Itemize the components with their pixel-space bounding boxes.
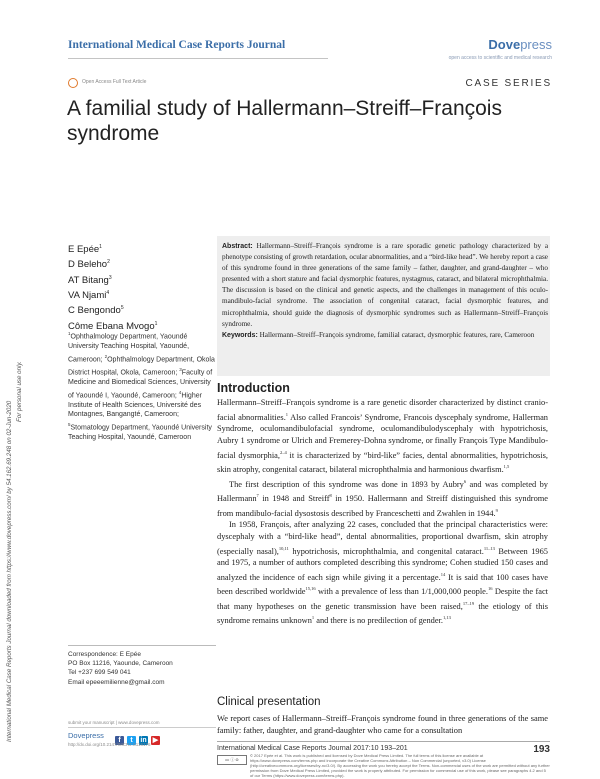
publisher-bold: Dove — [488, 37, 521, 52]
dovepress-logo[interactable]: Dovepress — [68, 731, 104, 740]
correspondence — [68, 650, 218, 687]
publisher-light: press — [520, 37, 552, 52]
correspondence-tel: Tel +237 699 549 041 — [68, 669, 131, 677]
sidebar-personal-use: For personal use only. — [16, 361, 23, 422]
keywords-label: Keywords: — [222, 331, 258, 339]
intro-paragraph: Hallermann–Streiff–François syndrome is a rare genetic disorder characterized by distinct cranio-facial abnormalities.$^1$ Also called Francois’ Syndrome, Francois dyscephaly syndrome, Hallerman Syndrome, oculomandibulofacial syndrome, oculomandibulodyscephaly with hypotrichosis, Aubry 1 syndrome or Ulrich and Fremerey-Dohna syndrome, or finally François Type Mandibulo-facial dysmorphia,$^{2-4}$ it is characterized by “bird-like” facies, dental abnormalities, hypotrichosis, skin atrophy, congenital cataract, bilateral microphthalmia and harmonious dwarfism.$^{1,5}$ — [217, 398, 548, 474]
intro-paragraph: In 1958, François, after analyzing 22 cases, concluded that the principal characteristics were: dyscephaly with a “bird-like head”, dental abnormalities, proportional dwarfism, skin atrophy (especially nasal),$^{10,11}$ hypotrichosis, microphthalmia, and congenital cataract.$^{11-13}$ Between 1965 and 1975, a number of authors completed describing this syndrome; Cohen studied 150 cases and analyzed the incidence of each sign while giving it a percentage.$^{14}$ It is said that 100 cases have been described worldwide$^{15,16}$ with a prevalence of less than 1/1,000,000 people.$^{16}$ Despite the fact that many hypotheses on the genetic transmission have been raised,$^{17-19}$ the etiology of this syndrome remains unknown$^1$ and there is no predilection of gender.$^{1,13}$ — [217, 520, 549, 626]
correspondence-divider — [68, 645, 216, 646]
left-footer-divider — [68, 727, 216, 728]
cc-license-badge[interactable]: cc ⓘ ⊜ — [217, 755, 247, 765]
correspondence-address: PO Box 11216, Yaounde, Cameroon — [68, 660, 173, 668]
introduction-body — [217, 397, 548, 627]
footer-citation: International Medical Case Reports Journal 2017:10 193–201 — [217, 745, 408, 752]
author: AT Bitang$^3$ — [68, 274, 112, 286]
keywords: Hallermann–Streiff–François syndrome, familial cataract, dysmorphic features, rare, Cameroon — [259, 330, 535, 339]
footer-divider — [217, 741, 550, 742]
affiliations: $^1$Ophthalmology Department, Yaoundé University Teaching Hospital, Yaoundé, Cameroon; $^2$Ophthalmology Department, Okola District Hospital, Okola, Cameroon; $^3$Faculty of Medicine and Biomedical Sciences, University of Yaoundé I, Yaoundé, Cameroon; $^4$Higher Institute of Health Sciences, Université des Montagnes, Bangangté, Cameroon; $^5$Stomatology Department, Yaoundé University Teaching Hospital, Yaoundé, Cameroon — [68, 331, 215, 441]
clinical-heading: Clinical presentation — [217, 696, 321, 708]
article-title: A familial study of Hallermann–Streiff–François syndrome — [67, 97, 502, 145]
page-number: 193 — [533, 744, 550, 755]
linkedin-icon[interactable]: in — [140, 737, 147, 744]
journal-title: International Medical Case Reports Journal — [68, 39, 286, 51]
header-divider — [68, 58, 328, 59]
author: VA Njami$^4$ — [68, 290, 110, 302]
open-access-label: Open Access Full Text Article — [82, 79, 147, 85]
introduction-heading: Introduction — [217, 381, 290, 395]
publisher-logo — [488, 37, 552, 52]
doi-link[interactable]: http://dx.doi.org/10.2147/IMCRJ.S116176 — [68, 742, 151, 747]
sidebar-download-note: International Medical Case Reports Journal downloaded from https://www.dovepress.com/ by 54.162.69.248 on 02-Jun-2020 — [6, 400, 13, 742]
open-access-icon — [68, 78, 78, 88]
correspondence-label: Correspondence: E Epée — [68, 651, 141, 658]
author: C Bengondo$^5$ — [68, 305, 124, 317]
author: E Epée$^1$ — [68, 244, 102, 256]
author-list — [68, 241, 213, 333]
intro-paragraph: The first description of this syndrome was done in 1893 by Aubry$^6$ and was completed by Hallermann$^7$ in 1948 and Streiff$^8$ in 1950. Hallermann and Streiff distinguished this syndrome from mandibulo-facial dysostosis described by Franceschetti and Zwahlen in 1944.$^9$ — [217, 478, 548, 518]
article-type: CASE SERIES — [465, 78, 552, 89]
submit-manuscript-link[interactable]: submit your manuscript | www.dovepress.com — [68, 720, 160, 725]
publisher-tagline: open access to scientific and medical research — [448, 55, 552, 61]
youtube-icon[interactable]: ▶ — [152, 737, 159, 744]
correspondence-email[interactable]: Email epeeemilienne@gmail.com — [68, 678, 165, 686]
abstract-label: Abstract: — [222, 243, 253, 250]
abstract — [222, 241, 548, 341]
author: Côme Ebana Mvogo$^1$ — [68, 320, 158, 332]
clinical-paragraph: We report cases of Hallermann–Streiff–François syndrome found in three generations of the same family: father, daughter, and grand-daughter who came for a consultation — [217, 714, 548, 735]
author: D Beleho$^2$ — [68, 259, 110, 271]
license-text: © 2017 Epée et al. This work is published and licensed by Dove Medical Press Limited. The full terms of this license are available at https://www.dovepress.com/terms.php and incorporate the Creative Commons Attribution – Non Commercial (unported, v3.0) License (http://creativecommons.org/licenses/by-nc/3.0/). By accessing the work you hereby accept the Terms. Non-commercial uses of the work are permitted without any further permission from Dove Medical Press Limited, provided the work is properly attributed. For permission for commercial use of this work, please see paragraphs 4.2 and 5 of our Terms (https://www.dovepress.com/terms.php). — [250, 753, 550, 778]
facebook-icon[interactable]: f — [115, 736, 124, 745]
abstract-text: Hallermann–Streiff–François syndrome is a rare sporadic genetic pathology characterized by a phenotype consisting of growth retardation, ocular abnormalities, and a “bird-like head”. We hereby report a case of this syndrome found in three generations of the same family – father, daughter, and grand-daughter – who presented with a short stature and facial dysmorphic features, nystagmus, cataract, and bilateral microphthalmia. The discussion is based on the clinical and genetic aspects, and the challenges in management of this oculo-mandibulo-facial syndrome. The association of congenital cataract, facial dysmorphic features, and microphthalmia, should guide the diagnosis of dysmorphic syndromes such as Hallermann–Streiff–François syndrome. — [222, 242, 549, 328]
clinical-body — [217, 713, 548, 736]
twitter-icon[interactable]: t — [127, 736, 136, 745]
download-sidebar — [4, 122, 30, 742]
